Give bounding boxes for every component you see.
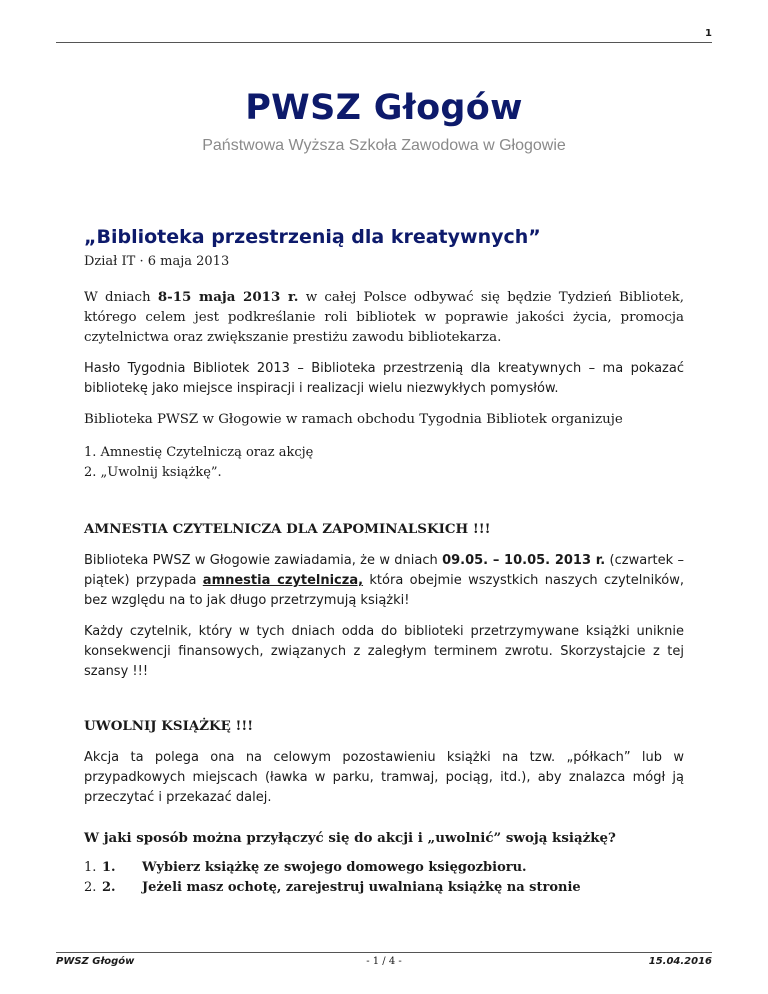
step-text: Wybierz książkę ze swojego domowego księgozbioru.	[142, 860, 527, 875]
footer-rule	[56, 952, 712, 953]
intro-text-1: W dniach	[84, 290, 158, 305]
site-title: PWSZ Głogów	[245, 88, 523, 128]
list-item	[84, 858, 684, 878]
intro-text-2: w całej Polsce odbywać się będzie Tydzień Bibliotek, którego celem jest podkreślanie roli bibliotek w poprawie jakości życia, promocja czytelnictwa oraz zwiększanie prestiżu zawodu bibliotekarza.	[84, 290, 684, 345]
organizer-list	[84, 443, 684, 483]
intro-paragraph	[84, 287, 684, 348]
steps-list	[84, 858, 684, 898]
step-number: 2.	[84, 880, 97, 895]
article	[84, 226, 684, 898]
free-book-heading: UWOLNIJ KSIĄŻKĘ !!!	[84, 718, 254, 734]
amnesty-text-1: Biblioteka PWSZ w Głogowie zawiadamia, że w dniach	[84, 553, 443, 568]
amnesty-term: amnestia czytelnicza,	[202, 573, 364, 588]
free-book-paragraph: Akcja ta polega ona na celowym pozostawieniu książki na tzw. „półkach” lub w przypadkowych miejscach (ławka w parku, tramwaj, pociąg, itd.), aby znalazca mógł ją przeczytać i przekazać dalej.	[84, 750, 684, 805]
step-subnumber: 1.	[102, 860, 116, 875]
organizer-paragraph: Biblioteka PWSZ w Głogowie w ramach obchodu Tygodnia Bibliotek organizuje	[84, 412, 623, 427]
footer-page-indicator: - 1 / 4 -	[366, 956, 402, 967]
amnesty-text-2: (czwartek – piątek) przypada	[84, 553, 684, 588]
step-text: Jeżeli masz ochotę, zarejestruj uwalnianą książkę na stronie	[142, 880, 581, 895]
site-subtitle: Państwowa Wyższa Szkoła Zawodowa w Głogowie	[202, 137, 566, 154]
list-item: 2. „Uwolnij książkę”.	[84, 465, 222, 480]
footer-site-name: PWSZ Głogów	[56, 956, 135, 967]
list-item: 1. Amnestię Czytelniczą oraz akcję	[84, 445, 314, 460]
footer-date: 15.04.2016	[648, 956, 712, 967]
amnesty-text-3: która obejmie wszystkich naszych czytelników, bez względu na to jak długo przetrzymują książki!	[84, 573, 684, 608]
free-book-question: W jaki sposób można przyłączyć się do akcji i „uwolnić” swoją książkę?	[84, 830, 616, 846]
amnesty-paragraph-1	[84, 551, 684, 611]
step-subnumber: 2.	[102, 880, 116, 895]
step-number: 1.	[84, 860, 97, 875]
amnesty-heading: AMNESTIA CZYTELNICZA DLA ZAPOMINALSKICH !!!	[84, 521, 491, 537]
amnesty-dates: 09.05. – 10.05. 2013 r.	[442, 553, 606, 568]
page-number: 1	[705, 28, 712, 39]
list-item	[84, 878, 684, 898]
article-meta: Dział IT · 6 maja 2013	[84, 254, 230, 269]
article-title: „Biblioteka przestrzenią dla kreatywnych”	[84, 226, 541, 248]
intro-dates: 8-15 maja 2013 r.	[157, 289, 299, 305]
amnesty-paragraph-2: Każdy czytelnik, który w tych dniach odda do biblioteki przetrzymywane książki uniknie konsekwencji finansowych, związanych z zaległym terminem zwrotu. Skorzystajcie z tej szansy !!!	[84, 624, 684, 679]
header-rule	[56, 42, 712, 43]
motto-paragraph: Hasło Tygodnia Bibliotek 2013 – Biblioteka przestrzenią dla kreatywnych – ma pokazać bibliotekę jako miejsce inspiracji i realizacji wielu niezwykłych pomysłów.	[84, 361, 684, 396]
